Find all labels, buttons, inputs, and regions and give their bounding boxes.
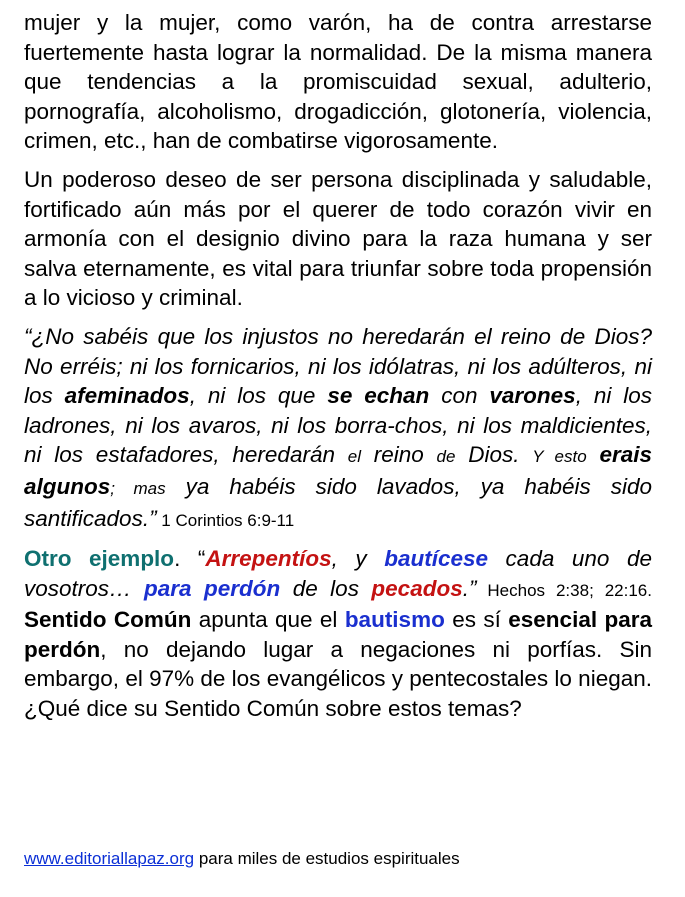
example-text: , y [331, 546, 385, 572]
bible-quote-corinthians [24, 322, 652, 535]
example-text: .” [462, 575, 477, 601]
example-text: de los [280, 575, 372, 601]
highlight-blue: bautismo [344, 607, 445, 633]
highlight-red: Arrepentíos [205, 546, 332, 572]
quote-small: el [347, 447, 361, 467]
quote-reference: 1 Corintios 6:9-11 [156, 510, 295, 530]
quote-text: , ni los que [189, 383, 328, 409]
quote-bold: afeminados [64, 383, 190, 409]
quote-bold: erais algunos [24, 442, 652, 499]
example-reference: Hechos 2:38; 22:16. [476, 580, 652, 600]
example-bold: esencial para perdón [24, 607, 652, 662]
paragraph-example [24, 544, 652, 724]
example-text: . “ [174, 546, 206, 572]
quote-small: de [436, 447, 456, 467]
quote-text: con [429, 383, 490, 409]
paragraph-2: Un poderoso deseo de ser persona disciplinada y saludable, fortificado aún más por el querer de todo corazón vivir en armonía con el designio divino para la raza humana y ser salva eternamente, es vital para triunfar sobre toda propensión a lo vicioso y criminal. [24, 166, 652, 311]
example-text: cada uno de vosotros… [24, 546, 652, 601]
quote-text: ya habéis sido lavados, ya habéis sido santificados.” [24, 473, 653, 531]
footer-text: para miles de estudios espirituales [194, 849, 460, 868]
example-text: es sí [444, 607, 509, 633]
example-text: , no dejando lugar a negaciones ni porfías. Sin embargo, el 97% de los evangélicos y pentecostales lo niegan. ¿Qué dice su Sentido Común sobre estos temas? [24, 636, 652, 722]
example-text: apunta que el [191, 607, 345, 633]
paragraph-1: mujer y la mujer, como varón, ha de contra arrestarse fuertemente hasta lograr la normalidad. De la misma manera que tendencias a la promiscuidad sexual, adulterio, pornografía, alcoholismo, drogadicción, glotonería, violencia, crimen, etc., han de combatirse vigorosamente. [24, 10, 652, 154]
footer [24, 849, 460, 869]
quote-bold: se echan [327, 383, 430, 409]
quote-small: Y esto [532, 447, 587, 467]
quote-text: Dios. [455, 442, 533, 468]
highlight-red: pecados [371, 575, 463, 601]
quote-bold: varones [489, 383, 576, 409]
quote-text [587, 442, 600, 467]
highlight-blue: para perdón [144, 575, 281, 601]
quote-small: ; mas [110, 478, 166, 498]
example-lead: Otro ejemplo [24, 546, 175, 572]
page-content [24, 8, 652, 733]
quote-text: reino [360, 442, 437, 468]
example-bold: Sentido Común [24, 607, 192, 633]
highlight-blue: bautícese [384, 546, 489, 572]
quote-text: , ni los ladrones, ni los avaros, ni los borra-chos, ni los maldicientes, ni los estafadores, heredarán [24, 383, 652, 468]
website-link[interactable]: www.editoriallapaz.org [24, 849, 195, 868]
quote-text: “¿No sabéis que los injustos no heredarán el reino de Dios? No erréis; ni los fornicarios, ni los idólatras, ni los adúlteros, ni los [24, 323, 652, 409]
